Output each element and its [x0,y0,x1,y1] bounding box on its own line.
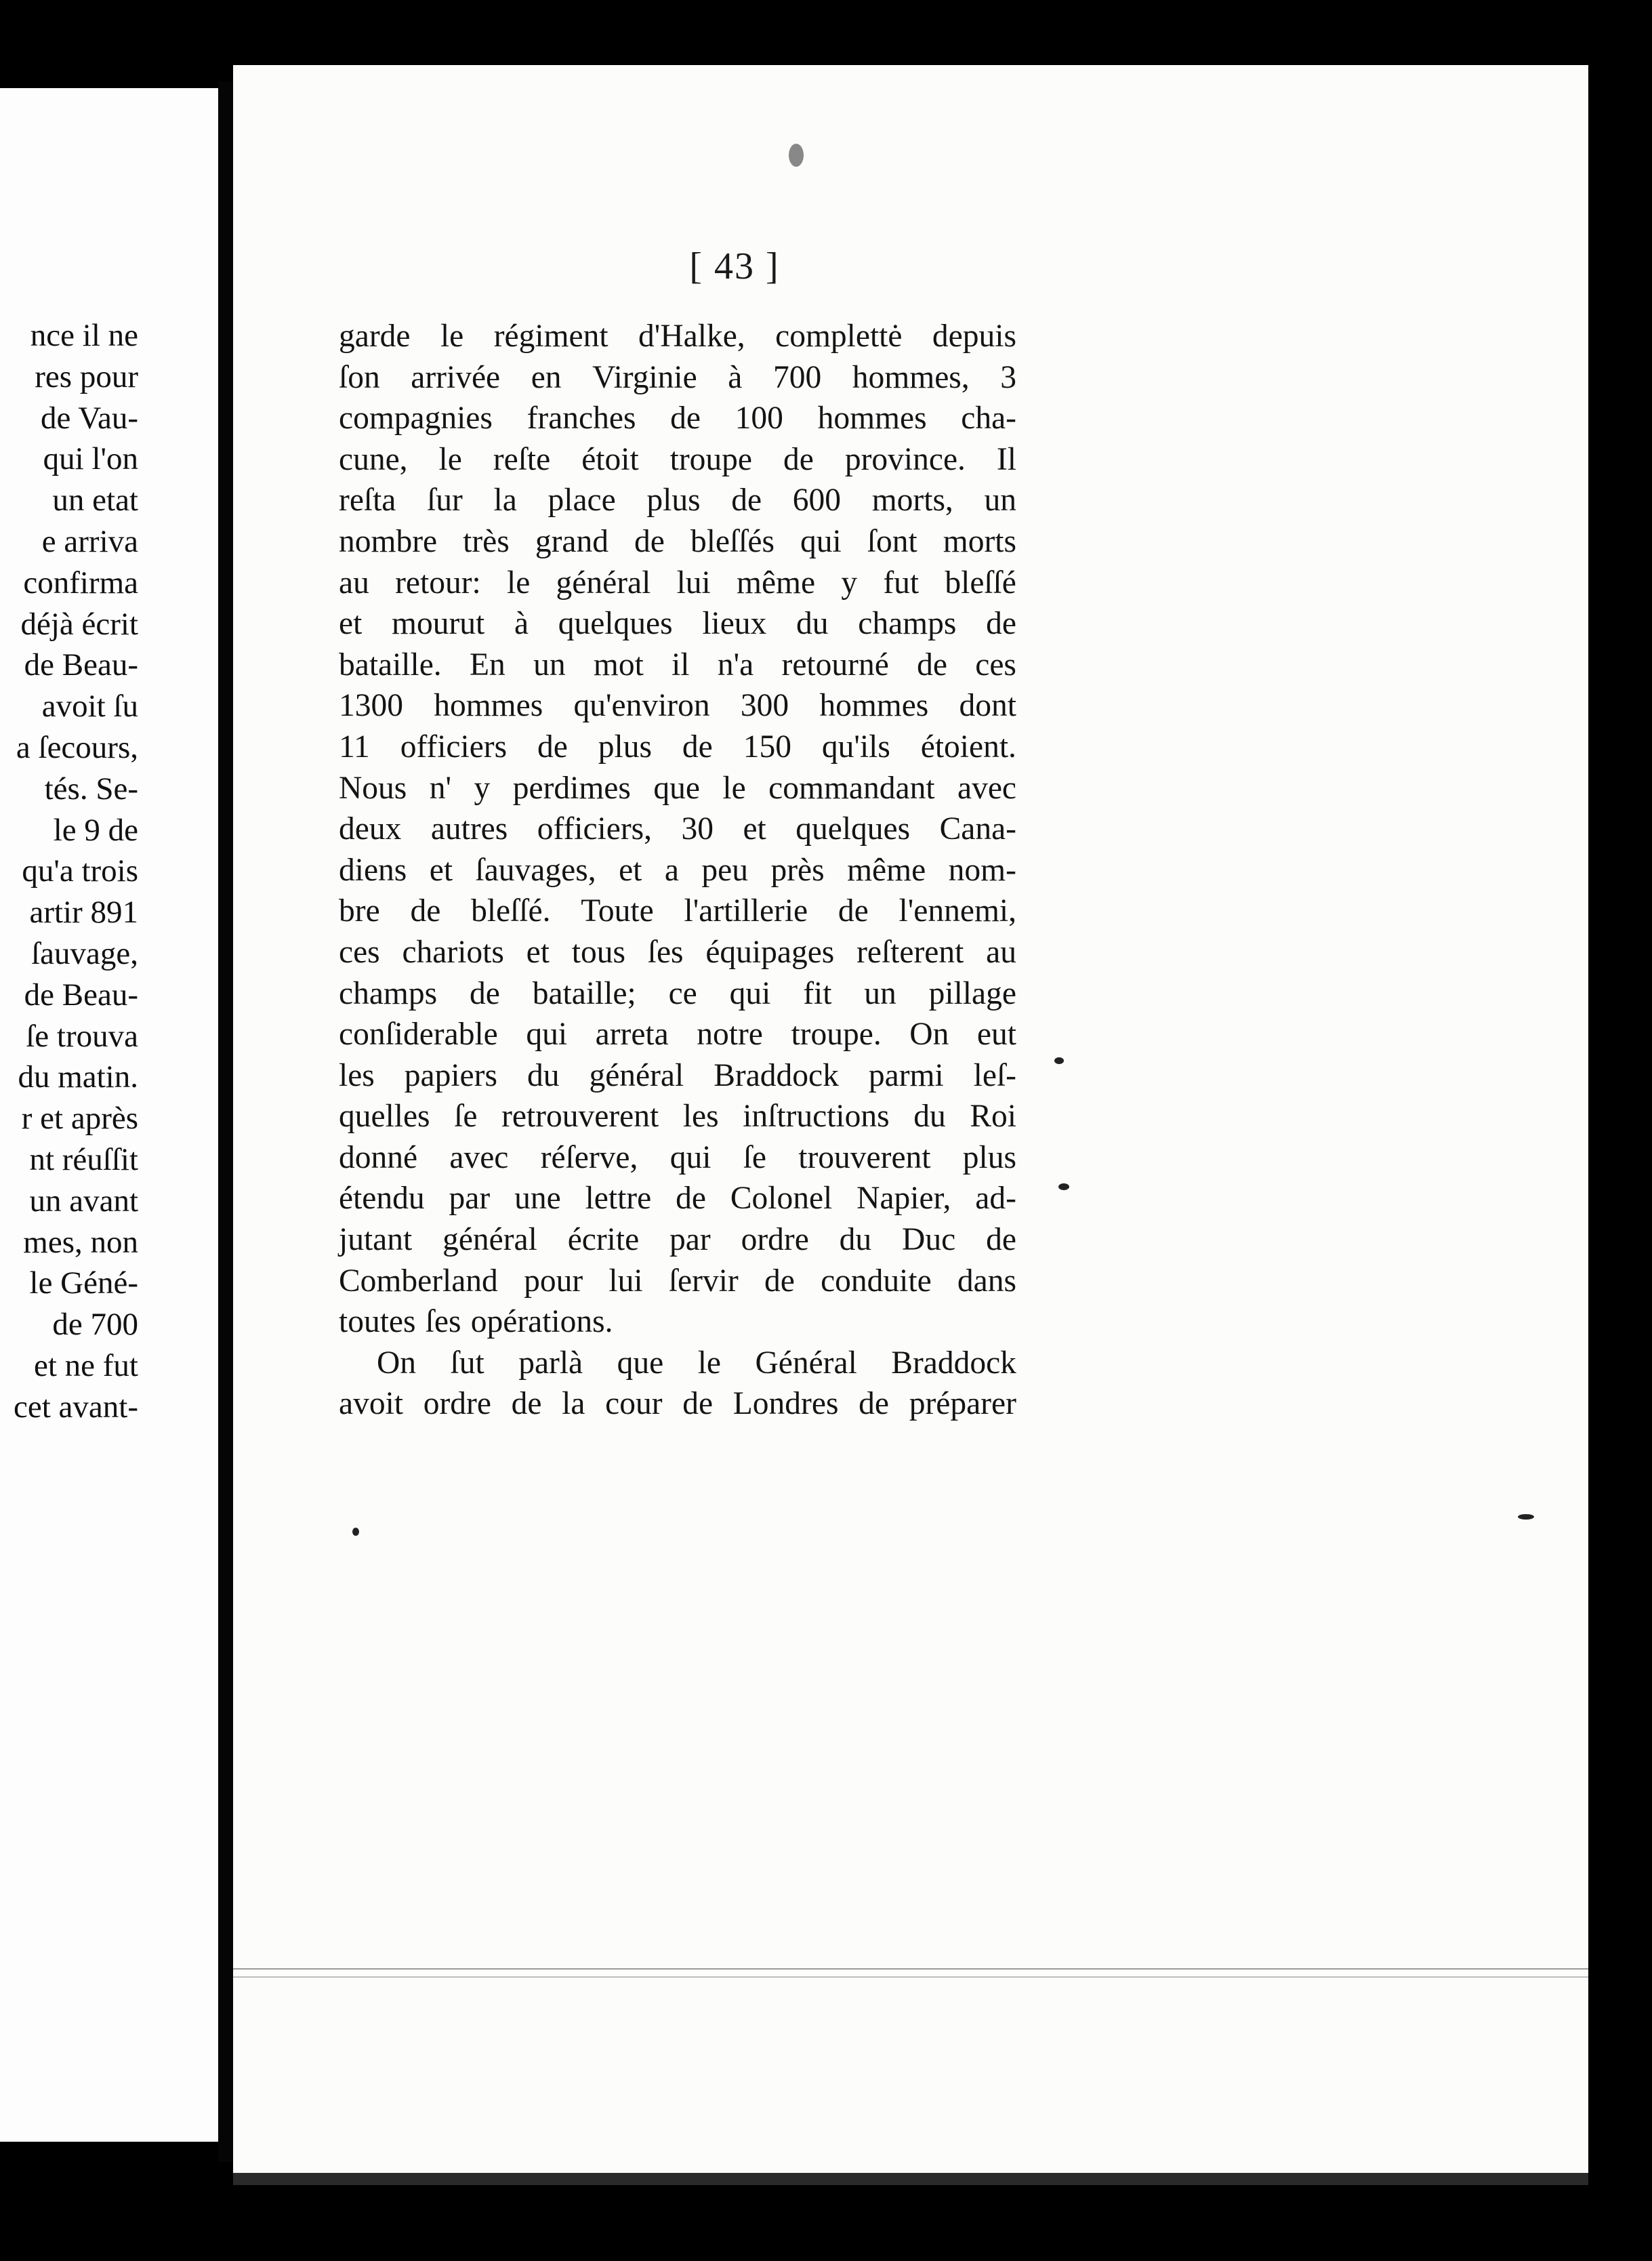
word: mot [593,647,644,683]
word: 11 [339,729,370,765]
page-body-text [339,316,1016,1425]
word: conſiderable [339,1017,498,1053]
word: l'artillerie [684,893,808,929]
word: équipages [705,934,835,970]
word: la [493,483,517,518]
text-line [339,1137,1016,1179]
word: commandant [768,770,935,806]
word: avec [449,1139,509,1175]
word: un [984,483,1016,518]
word: autres [430,811,508,847]
word: quelles [339,1099,430,1135]
word: Colonel [730,1181,833,1217]
left-line: du matin. [18,1059,138,1095]
word: la [562,1386,585,1422]
word: que [653,770,700,806]
word: ce [668,975,697,1011]
word: 30 [681,811,714,847]
left-line: le Géné- [29,1265,138,1301]
word: ſur [427,483,463,518]
word: Nous [339,770,407,806]
word: Braddock [714,1057,839,1093]
word: complettė [775,319,903,354]
left-line: artir 891 [29,895,138,931]
word: de [410,893,441,929]
word: et [429,852,453,888]
word: régiment [493,319,608,354]
word: ſe [454,1099,478,1135]
ink-speck [1518,1514,1534,1520]
word: par [669,1222,711,1258]
word: bataille; [532,975,636,1011]
word: Cana- [939,811,1016,847]
word: nom- [948,852,1016,888]
word: l'ennemi, [899,893,1016,929]
text-line [339,1055,1016,1097]
text-line [339,768,1016,809]
word: quelques [558,606,673,642]
text-line [339,727,1016,768]
left-line: avoit ſu [41,689,138,725]
word: plus [598,729,652,765]
word: champs [858,606,957,642]
word: 150 [743,729,791,765]
left-line: ſe trouva [26,1018,138,1054]
word: leſ- [973,1057,1016,1093]
word: lui [608,1263,643,1299]
word: qui [669,1139,711,1175]
word: retrouverent [501,1099,659,1135]
word: du [796,606,829,642]
word: lui [676,565,711,600]
word: dont [959,688,1016,724]
word: y [841,565,858,600]
word: étendu [339,1181,425,1217]
text-line [339,439,1016,481]
word: bleſſé [945,565,1016,600]
word: fut [883,565,920,600]
ink-speck [352,1528,359,1536]
word: qu'environ [573,688,710,724]
word: donné [339,1139,418,1175]
word: 1300 [339,688,403,724]
word: le [507,565,531,600]
word: champs [339,975,438,1011]
word: de [634,523,665,559]
word: de [511,1386,542,1422]
word: très [463,523,510,559]
word: qui [526,1017,568,1053]
text-line [339,891,1016,932]
text-line [339,1383,1016,1425]
word: de [469,975,500,1011]
left-line: res pour [35,359,138,394]
word: perdimes [512,770,631,806]
text-line [339,1301,1016,1343]
word: étoient. [920,729,1016,765]
word: ordre [423,1386,491,1422]
word: officiers, [537,811,652,847]
word: chariots [402,934,504,970]
text-line [339,398,1016,439]
word: cour [605,1386,663,1422]
left-line: le 9 de [53,812,138,848]
word: il [672,647,690,683]
word: dans [957,1263,1016,1299]
word: jutant [339,1222,413,1258]
word: réſerve, [540,1139,638,1175]
word: cune, [339,441,408,477]
word: bleſſé. [471,893,551,929]
page-number: [ 43 ] [689,245,780,287]
bottom-rule [233,1968,1588,1970]
text-line [339,850,1016,891]
word: n'a [717,647,754,683]
word: On [377,1345,417,1381]
word: reſta [339,483,396,518]
word: papiers [404,1057,497,1093]
word: hommes [434,688,543,724]
word: à [514,606,529,642]
word: général [589,1057,684,1093]
left-line: qui l'on [43,441,138,477]
word: pour [524,1263,583,1299]
word: et [526,934,550,970]
word: conduite [821,1263,932,1299]
word: plus [962,1139,1016,1175]
word: près [770,852,825,888]
word: nombre [339,523,438,559]
word: général [442,1222,537,1258]
word: quelques [796,811,911,847]
text-line [339,1219,1016,1261]
word: garde [339,319,411,354]
word: les [339,1057,375,1093]
word: cha- [961,401,1016,436]
word: écrite [567,1222,640,1258]
word: par [449,1181,491,1217]
word: ſe [743,1139,766,1175]
word: troupe [669,441,753,477]
word: hommes, [852,359,970,395]
word: tous [571,934,625,970]
word: Londres [732,1386,839,1422]
text-line [339,973,1016,1015]
text-line [339,1343,1016,1384]
word: et [743,811,766,847]
word: bre [339,893,380,929]
word: de [838,893,869,929]
left-line: e arriva [41,523,138,559]
word: ad- [975,1181,1016,1217]
word: Toute [581,893,654,929]
word: n' [429,770,452,806]
text-line [339,357,1016,399]
text-line [339,932,1016,973]
word: d'Halke, [638,319,745,354]
word: 300 [740,688,789,724]
word: ſes [647,934,684,970]
ink-blot [789,144,804,167]
word: deux [339,811,402,847]
word: parmi [868,1057,944,1093]
word: diens [339,852,407,888]
word: reſterent [856,934,964,970]
word: de [537,729,568,765]
word: de [682,729,713,765]
bottom-rule [233,1976,1588,1978]
word: 3 [1000,359,1016,395]
word: place [548,483,616,518]
word: ces [339,934,380,970]
word: officiers [400,729,508,765]
word: inſtructions [743,1099,890,1135]
word: 600 [792,483,842,518]
word: qui [800,523,842,559]
word: fit [803,975,832,1011]
word: lettre [585,1181,652,1217]
word: préparer [909,1386,1016,1422]
left-page-text [0,315,138,1428]
word: parlà [518,1345,583,1381]
left-line: un etat [52,483,138,518]
word: Général [755,1345,857,1381]
word: au [986,934,1016,970]
text-line [339,480,1016,521]
word: même [737,565,816,600]
left-facing-page [0,88,218,2142]
word: de [859,1386,889,1422]
word: général [556,565,651,600]
word: Comberland [339,1263,498,1299]
text-line [339,1096,1016,1137]
word: ces [975,647,1016,683]
word: le [438,441,462,477]
word: retourné [781,647,889,683]
word: eut [976,1017,1016,1053]
word: Napier, [856,1181,951,1217]
word: arreta [595,1017,669,1053]
word: troupe. [791,1017,882,1053]
word: compagnies [339,401,493,436]
word: de [764,1263,795,1299]
word: qui [729,975,771,1011]
main-page [233,65,1588,2173]
left-line: de Vau- [40,400,138,436]
word: étoit [581,441,639,477]
text-line [339,563,1016,604]
left-line: tés. Se- [44,771,138,807]
left-line: a ſecours, [16,729,138,765]
word: ſauvages, [475,852,596,888]
word: ordre [741,1222,809,1258]
word: et [619,852,642,888]
word: Duc [902,1222,956,1258]
text-line [339,685,1016,727]
word: depuis [932,319,1016,354]
text-line [339,1178,1016,1219]
word: morts, [871,483,953,518]
word: reſte [493,441,551,477]
left-line: et ne fut [34,1347,138,1383]
word: en [531,359,562,395]
word: de [986,1222,1016,1258]
word: Roi [970,1099,1016,1135]
word: avec [957,770,1016,806]
word: y [474,770,491,806]
word: un [533,647,566,683]
word: Braddock [891,1345,1016,1381]
word: de [676,1181,706,1217]
word: à [728,359,743,395]
word: notre [697,1017,763,1053]
left-line: r et après [21,1101,138,1137]
word: de [917,647,947,683]
word: de [670,401,701,436]
word: On [909,1017,949,1053]
word: bataille. [339,647,442,683]
word: a [664,852,679,888]
ink-speck [1054,1057,1064,1064]
word: au [339,565,369,600]
word: ſon [339,359,380,395]
text-line [339,521,1016,563]
word: de [783,441,814,477]
word: du [913,1099,946,1135]
word: de [682,1386,714,1422]
word: grand [535,523,608,559]
word: Il [996,441,1016,477]
text-line [339,1261,1016,1302]
word: trouverent [798,1139,931,1175]
text-line [339,1014,1016,1055]
word: que [617,1345,664,1381]
left-line: de Beau- [24,647,138,683]
word: de [731,483,762,518]
word: retour: [395,565,481,600]
left-line: qu'a trois [22,853,138,889]
left-line: cet avant- [14,1389,138,1425]
word: le [440,319,464,354]
word: En [469,647,505,683]
word: avoit [339,1386,403,1422]
word: ſervir [668,1263,739,1299]
word: du [839,1222,872,1258]
word: opérations. [470,1304,613,1340]
word: bleſſés [690,523,775,559]
word: province. [844,441,966,477]
word: 700 [772,359,822,395]
word: arrivée [411,359,501,395]
left-line: confirma [23,565,138,600]
word: lieux [702,606,767,642]
word: et [339,606,363,642]
word: les [682,1099,719,1135]
left-line: nt réuſſit [29,1141,138,1177]
left-line: mes, non [23,1224,138,1260]
left-line: de 700 [52,1307,138,1343]
text-line [339,603,1016,645]
word: toutes [339,1304,416,1340]
word: le [722,770,746,806]
text-line [339,316,1016,357]
left-line: ſauvage, [31,935,138,971]
word: un [864,975,896,1011]
word: pillage [928,975,1016,1011]
word: 100 [735,401,783,436]
text-line [339,809,1016,850]
word: une [514,1181,561,1217]
word: mourut [392,606,485,642]
word: du [526,1057,560,1093]
word: hommes [819,688,929,724]
page-edge-shadow [233,2173,1588,2185]
word: Virginie [592,359,697,395]
word: plus [646,483,701,518]
word: ſut [450,1345,484,1381]
left-line: de Beau- [24,977,138,1013]
left-line: nce il ne [30,318,138,353]
word: ſont [867,523,917,559]
word: de [986,606,1016,642]
ink-speck [1058,1183,1069,1190]
text-line [339,645,1016,686]
word: le [697,1345,721,1381]
left-line: déjà écrit [20,606,138,642]
word: ſes [425,1304,461,1340]
word: peu [701,852,748,888]
word: même [847,852,926,888]
left-line: un avant [29,1183,138,1219]
word: morts [943,523,1016,559]
word: franches [526,401,636,436]
word: hommes [817,401,927,436]
word: qu'ils [821,729,890,765]
